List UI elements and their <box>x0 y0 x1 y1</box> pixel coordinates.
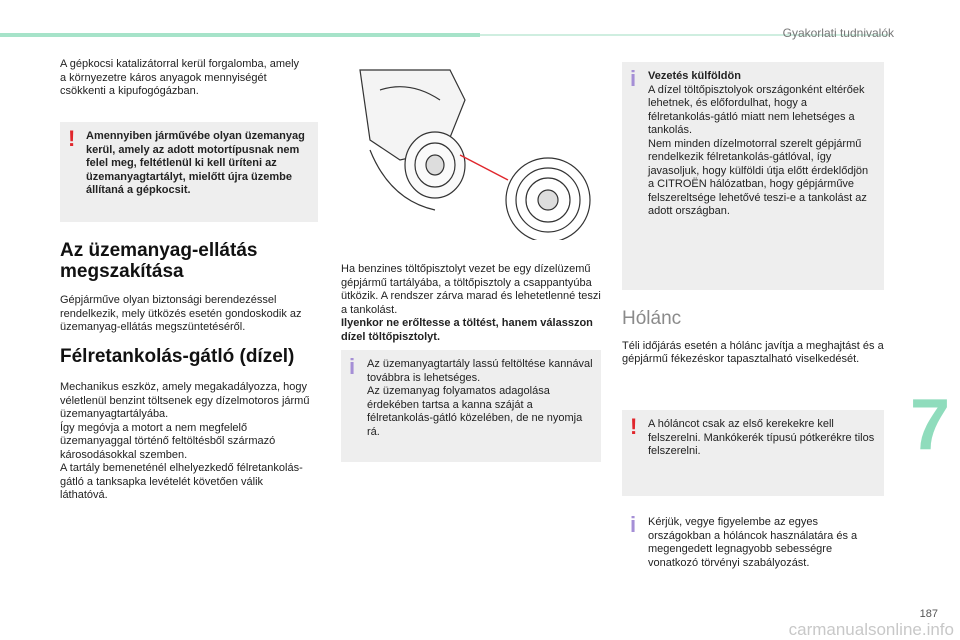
section-header: Gyakorlati tudnivalók <box>782 26 894 40</box>
misfuel-section <box>60 346 310 503</box>
misfuel-explanation-text: Ha benzines töltőpisztolyt vezet be egy dízelüzemű gépjármű tartályába, a töltőpisztoly a csappantyúba ütközik. A rendszer zárva marad és lehetetlenné teszi a tankolást. <box>341 263 601 316</box>
info-box-canister <box>341 350 601 462</box>
info-text-regulations: Kérjük, vegye figyelembe az egyes országokban a hóláncok használatára és a megengedett legnagyobb sebességre vonatkozó törvényi szabályozást. <box>648 516 858 569</box>
info-text-canister <box>367 358 593 439</box>
fuel-cutoff-text: Gépjárműve olyan biztonsági berendezéssel rendelkezik, mely ütközés esetén gondoskodik az üzemanyag-ellátás megszüntetéséről. <box>60 294 302 333</box>
warning-text-snow-chain: A hóláncot csak az első kerekekre kell felszerelni. Mankókerék típusú pótkerékre tilos felszerelni. <box>648 418 875 457</box>
info-canister-line-2: Az üzemanyag folyamatos adagolása érdekében tartsa a kanna száját a félretankolás-gátló közelében, de ne nyomja rá. <box>367 385 583 438</box>
info-box-regulations <box>622 508 884 592</box>
chapter-number: 7 <box>909 385 950 465</box>
info-icon: i <box>630 512 637 537</box>
warning-text: Amennyiben járművébe olyan üzemanyag kerül, amely az adott motortípusnak nem felel meg, feltétlenül ki kell üríteni az üzemanyagtartályt, mielőtt újra üzembe állítaná a gépkocsit. <box>86 130 305 196</box>
info-abroad-line-2: Nem minden dízelmotorral szerelt gépjármű rendelkezik félretankolás-gátlóval, így javasoljuk, hogy külföldi útja előtt érdeklődjön a CITROËN hálózatban, hogy gépjárműve felszereltsége lehetővé teszi-e a tankolást az adott országban. <box>648 137 869 217</box>
warning-box-fuel <box>60 122 318 222</box>
misfuel-device-illustration <box>340 60 600 240</box>
info-box-abroad <box>622 62 884 290</box>
info-canister-line-1: Az üzemanyagtartály lassú feltöltése kannával továbbra is lehetséges. <box>367 358 593 384</box>
info-abroad-title: Vezetés külföldön <box>648 70 741 82</box>
section-title-misfuel: Félretankolás-gátló (dízel) <box>60 346 295 367</box>
info-abroad-line-1: A dízel töltőpisztolyok országonként eltérőek lehetnek, és előfordulhat, hogy a félretankolás-gátló miatt nem lehetséges a tankolás. <box>648 83 865 136</box>
watermark: carmanualsonline.info <box>788 620 954 639</box>
intro-paragraph: A gépkocsi katalizátorral kerül forgalomba, amely a környezetre káros anyagok mennyiségét csökkenti a kipufogógázban. <box>60 58 300 97</box>
info-icon: i <box>349 354 356 379</box>
misfuel-text-1: Mechanikus eszköz, amely megakadályozza, hogy véletlenül benzint töltsenek egy dízelmotoros jármű üzemanyagtartályába. <box>60 381 310 420</box>
fuel-cutoff-section <box>60 240 310 335</box>
warning-box-snow-chain <box>622 410 884 496</box>
misfuel-text-2: Így megóvja a motort a nem megfelelő üzemanyaggal történő feltöltésből származó károsodásokkal szemben. <box>60 421 276 461</box>
misfuel-explanation <box>341 263 603 344</box>
header-accent-bar <box>0 33 480 37</box>
misfuel-text-3: A tartály bemeneténél elhelyezkedő félretankolás-gátló a tanksapka levételét követően válik láthatóvá. <box>60 462 303 501</box>
snow-chain-section <box>622 308 884 367</box>
page-number: 187 <box>919 608 938 620</box>
intro-text <box>60 58 305 99</box>
misfuel-advice: Ilyenkor ne erőltesse a töltést, hanem válasszon dízel töltőpisztolyt. <box>341 317 593 343</box>
info-text-abroad <box>648 70 876 219</box>
snow-chain-text: Téli időjárás esetén a hólánc javítja a meghajtást és a gépjármű fékezéskor tapasztalható viselkedését. <box>622 339 884 365</box>
section-title-snow-chain: Hólánc <box>622 308 682 329</box>
warning-icon: ! <box>630 414 638 439</box>
section-title-fuel-cutoff: Az üzemanyag-ellátás megszakítása <box>60 240 258 282</box>
info-icon: i <box>630 66 637 91</box>
warning-icon: ! <box>68 126 76 151</box>
